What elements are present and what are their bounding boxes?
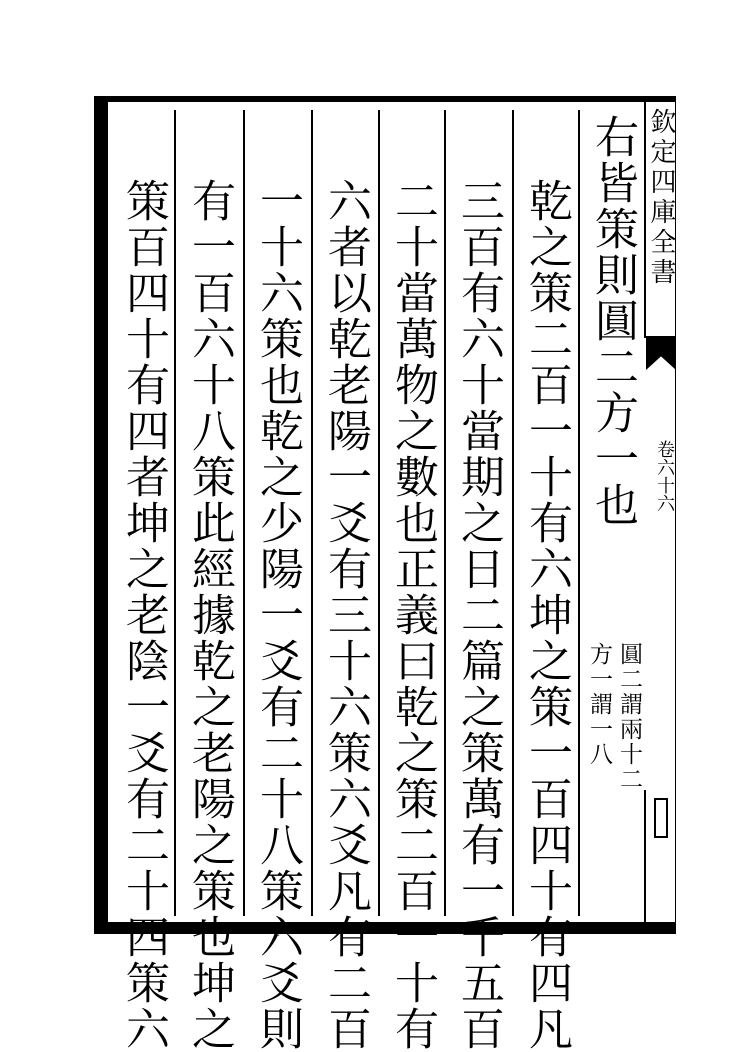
border-rule-top [94, 96, 676, 102]
text-column-8: 策百四十有四者坤之老陰一爻有二十四策六 [118, 178, 169, 1052]
column-rule [578, 110, 580, 916]
book-title: 欽定四庫全書 [646, 108, 676, 288]
text-column-7: 有一百六十八策此經據乾之老陽之策也坤之 [184, 178, 235, 1052]
text-column-1: 右皆策則圓二方一也 [587, 114, 638, 528]
text-column-3: 三百有六十當期之日二篇之策萬有一千五百 [453, 178, 504, 1052]
juan-number: 卷六十六 [654, 440, 675, 512]
column-rule [444, 110, 446, 916]
column-rule [311, 110, 313, 916]
border-rule-left [94, 96, 108, 934]
text-column-5: 六者以乾老陽一爻有三十六策六爻凡有二百 [320, 178, 371, 1052]
column-rule [174, 110, 176, 916]
column-rule [512, 110, 514, 916]
column-rule [243, 110, 245, 916]
annotation-line-1: 圓二謂兩十二 [616, 642, 642, 792]
text-column-6: 一十六策也乾之少陽一爻有二十八策六爻則 [252, 178, 303, 1052]
page-mark-icon [654, 798, 668, 838]
text-column-2: 乾之策二百一十有六坤之策一百四十有四凡 [521, 178, 572, 1052]
column-rule [378, 110, 380, 916]
text-column-4: 二十當萬物之數也正義曰乾之策二百一十有 [387, 178, 438, 1052]
annotation-line-2: 方一謂一八 [586, 642, 612, 767]
